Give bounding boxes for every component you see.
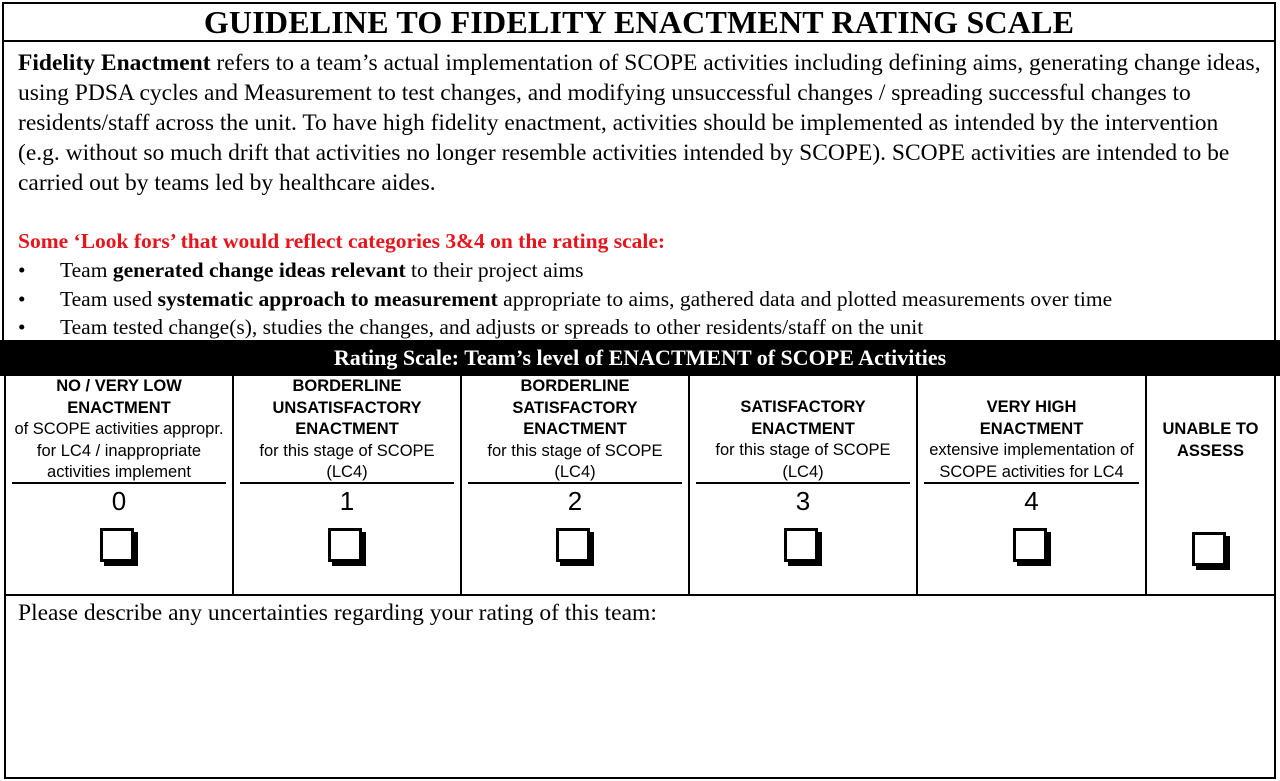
- rating-option-2: [462, 376, 690, 594]
- rating-checkbox-4[interactable]: [1013, 528, 1047, 562]
- bullet-icon: •: [18, 286, 26, 311]
- rating-option-3: [690, 376, 918, 594]
- intro-text: refers to a team’s actual implementation of SCOPE activities including defining aims, generating change ideas, using PDSA cycles and Measurement to test changes, and modifying unsuccessful changes / spreading successful changes to residents/staff across the unit. To have high fidelity enactment, activities should be implemented as intended by the intervention (e.g. without so much drift that activities no longer resemble activities intended by SCOPE). SCOPE activities are intended to be carried out by teams led by healthcare aides.: [18, 50, 1261, 196]
- rating-option-0: [6, 376, 234, 594]
- rating-value: 2: [567, 486, 583, 516]
- rating-checkbox-unable[interactable]: [1192, 532, 1226, 566]
- rating-description: UNABLE TO ASSESS: [1162, 420, 1259, 460]
- bullet-icon: •: [18, 315, 26, 339]
- form-title: GUIDELINE TO FIDELITY ENACTMENT RATING SCALE: [2, 2, 1276, 42]
- divider: [696, 482, 910, 484]
- rating-value: 1: [339, 486, 355, 516]
- look-fors-heading: Some ‘Look fors’ that would reflect categories 3&4 on the rating scale:: [18, 229, 666, 253]
- rating-checkbox-2[interactable]: [556, 528, 590, 562]
- rating-option-1: [234, 376, 462, 594]
- rating-option-unable: [1147, 376, 1274, 594]
- divider: [12, 482, 226, 484]
- intro-section: [2, 42, 1276, 340]
- list-item: • Team used systematic approach to measurement appropriate to aims, gathered data and plotted measurements over time: [18, 285, 1262, 314]
- rating-value: 3: [795, 486, 811, 516]
- intro-term: Fidelity Enactment: [18, 50, 211, 76]
- rating-description: VERY HIGH ENACTMENT extensive implementation of SCOPE activities for LC4: [929, 398, 1134, 481]
- divider: [240, 482, 454, 484]
- list-item: • Team tested change(s), studies the changes, and adjusts or spreads to other residents/staff on the unit: [18, 313, 1262, 342]
- rating-description: SATISFACTORY ENACTMENT for this stage of SCOPE (LC4): [715, 398, 891, 481]
- uncertainties-prompt: Please describe any uncertainties regarding your rating of this team:: [18, 600, 657, 626]
- scale-title: Rating Scale: Team’s level of ENACTMENT of SCOPE Activities: [0, 340, 1280, 376]
- rating-description: BORDERLINE UNSATISFACTORY ENACTMENT for this stage of SCOPE (LC4): [259, 377, 435, 481]
- rating-checkbox-3[interactable]: [784, 528, 818, 562]
- rating-description: NO / VERY LOW ENACTMENT of SCOPE activities appropr. for LC4 / inappropriate activities implement: [14, 377, 224, 481]
- divider: [468, 482, 682, 484]
- look-fors-list: [18, 256, 1262, 342]
- rating-scale: [4, 376, 1276, 596]
- divider: [924, 482, 1139, 484]
- intro-paragraph: [18, 48, 1262, 198]
- rating-checkbox-0[interactable]: [100, 528, 134, 562]
- rating-value: 0: [111, 486, 127, 516]
- uncertainties-field[interactable]: [4, 596, 1276, 779]
- rating-value: 4: [1024, 486, 1039, 516]
- bullet-icon: •: [18, 258, 26, 282]
- rating-checkbox-1[interactable]: [328, 528, 362, 562]
- rating-option-4: [918, 376, 1147, 594]
- list-item: • Team generated change ideas relevant to their project aims: [18, 256, 1262, 285]
- rating-description: BORDERLINE SATISFACTORY ENACTMENT for this stage of SCOPE (LC4): [487, 377, 663, 481]
